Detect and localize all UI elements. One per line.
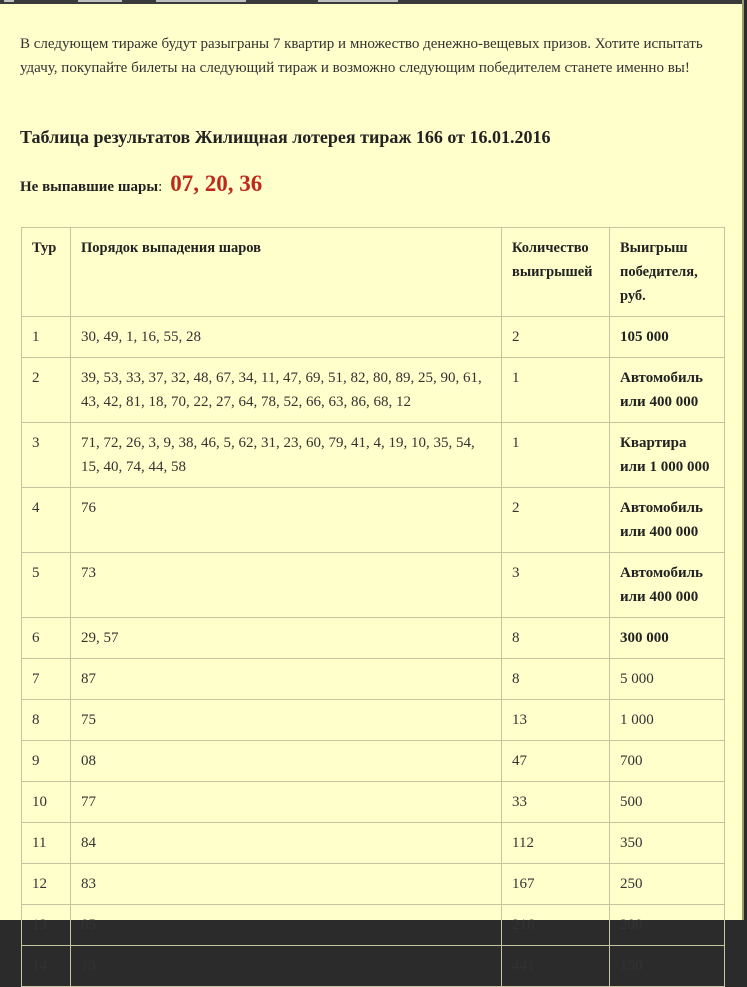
cell-winners-count: 13 xyxy=(502,700,610,741)
table-row xyxy=(22,946,725,987)
cell-prize: 1 000 xyxy=(610,700,725,741)
cell-ball-order: 83 xyxy=(71,864,502,905)
header-order: Порядок выпадения шаров xyxy=(71,228,502,317)
cell-ball-order: 73 xyxy=(71,553,502,618)
table-row xyxy=(22,782,725,823)
cell-winners-count: 8 xyxy=(502,659,610,700)
cell-ball-order: 08 xyxy=(71,741,502,782)
cell-prize: 250 xyxy=(610,864,725,905)
table-row xyxy=(22,741,725,782)
cell-prize: 5 000 xyxy=(610,659,725,700)
table-row xyxy=(22,905,725,946)
table-row xyxy=(22,864,725,905)
top-bar-fragment xyxy=(156,0,246,2)
cell-round: 7 xyxy=(22,659,71,700)
cell-round: 3 xyxy=(22,423,71,488)
cell-round: 6 xyxy=(22,618,71,659)
intro-paragraph: В следующем тираже будут разыграны 7 квартир и множество денежно-вещевых призов. Хотите испытать удачу, покупайте билеты на следующий тираж и возможно следующим победителем станете именно вы! xyxy=(20,36,703,76)
cell-round: 4 xyxy=(22,488,71,553)
missing-balls-label: Не выпавшие шары xyxy=(20,179,159,195)
cell-round: 5 xyxy=(22,553,71,618)
cell-winners-count: 47 xyxy=(502,741,610,782)
cell-round: 12 xyxy=(22,864,71,905)
cell-winners-count: 2 xyxy=(502,317,610,358)
table-row xyxy=(22,659,725,700)
results-table xyxy=(21,227,725,987)
cell-prize: 500 xyxy=(610,782,725,823)
header-count: Количество выигрышей xyxy=(502,228,610,317)
cell-prize: Автомобиль или 400 000 xyxy=(610,553,725,618)
cell-ball-order: 13 xyxy=(71,946,502,987)
cell-round: 1 xyxy=(22,317,71,358)
cell-ball-order: 84 xyxy=(71,823,502,864)
cell-winners-count: 2 xyxy=(502,488,610,553)
cell-winners-count: 8 xyxy=(502,618,610,659)
cell-winners-count: 167 xyxy=(502,864,610,905)
cell-round: 11 xyxy=(22,823,71,864)
cell-prize: 300 000 xyxy=(610,618,725,659)
cell-round: 2 xyxy=(22,358,71,423)
cell-prize: Квартира или 1 000 000 xyxy=(610,423,725,488)
cell-prize: 150 xyxy=(610,946,725,987)
table-body xyxy=(22,317,725,987)
cell-prize: 700 xyxy=(610,741,725,782)
cell-ball-order: 87 xyxy=(71,659,502,700)
cell-ball-order: 30, 49, 1, 16, 55, 28 xyxy=(71,317,502,358)
cell-round: 9 xyxy=(22,741,71,782)
cell-round: 10 xyxy=(22,782,71,823)
header-round: Тур xyxy=(22,228,71,317)
page-title: Таблица результатов Жилищная лотерея тираж 166 от 16.01.2016 xyxy=(20,127,551,147)
cell-winners-count: 3 xyxy=(502,553,610,618)
missing-balls-line xyxy=(20,171,262,197)
cell-winners-count: 216 xyxy=(502,905,610,946)
cell-winners-count: 112 xyxy=(502,823,610,864)
table-row xyxy=(22,700,725,741)
cell-round: 14 xyxy=(22,946,71,987)
table-row xyxy=(22,618,725,659)
cell-ball-order: 77 xyxy=(71,782,502,823)
table-row xyxy=(22,553,725,618)
cell-ball-order: 39, 53, 33, 37, 32, 48, 67, 34, 11, 47, 69, 51, 82, 80, 89, 25, 90, 61, 43, 42, 81, 18, 70, 22, 27, 64, 78, 52, 66, 63, 86, 68, 12 xyxy=(71,358,502,423)
cell-winners-count: 33 xyxy=(502,782,610,823)
table-row xyxy=(22,317,725,358)
missing-balls-colon: : xyxy=(158,179,163,195)
table-row xyxy=(22,823,725,864)
top-bar xyxy=(0,0,742,4)
missing-balls-numbers: 07, 20, 36 xyxy=(170,171,263,196)
cell-prize: Автомобиль или 400 000 xyxy=(610,358,725,423)
top-bar-fragment xyxy=(318,0,398,2)
cell-ball-order: 85 xyxy=(71,905,502,946)
cell-winners-count: 441 xyxy=(502,946,610,987)
cell-round: 13 xyxy=(22,905,71,946)
cell-ball-order: 71, 72, 26, 3, 9, 38, 46, 5, 62, 31, 23, 60, 79, 41, 4, 19, 10, 35, 54, 15, 40, 74, 44, 58 xyxy=(71,423,502,488)
cell-round: 8 xyxy=(22,700,71,741)
cell-winners-count: 1 xyxy=(502,358,610,423)
cell-ball-order: 29, 57 xyxy=(71,618,502,659)
cell-prize: 105 000 xyxy=(610,317,725,358)
cell-prize: 200 xyxy=(610,905,725,946)
table-row xyxy=(22,488,725,553)
table-row xyxy=(22,358,725,423)
cell-prize: 350 xyxy=(610,823,725,864)
top-bar-fragment xyxy=(4,0,14,2)
cell-winners-count: 1 xyxy=(502,423,610,488)
table-header-row xyxy=(22,228,725,317)
top-bar-fragment xyxy=(78,0,122,2)
cell-ball-order: 76 xyxy=(71,488,502,553)
cell-ball-order: 75 xyxy=(71,700,502,741)
header-prize: Выигрыш победителя, руб. xyxy=(610,228,725,317)
table-row xyxy=(22,423,725,488)
cell-prize: Автомобиль или 400 000 xyxy=(610,488,725,553)
